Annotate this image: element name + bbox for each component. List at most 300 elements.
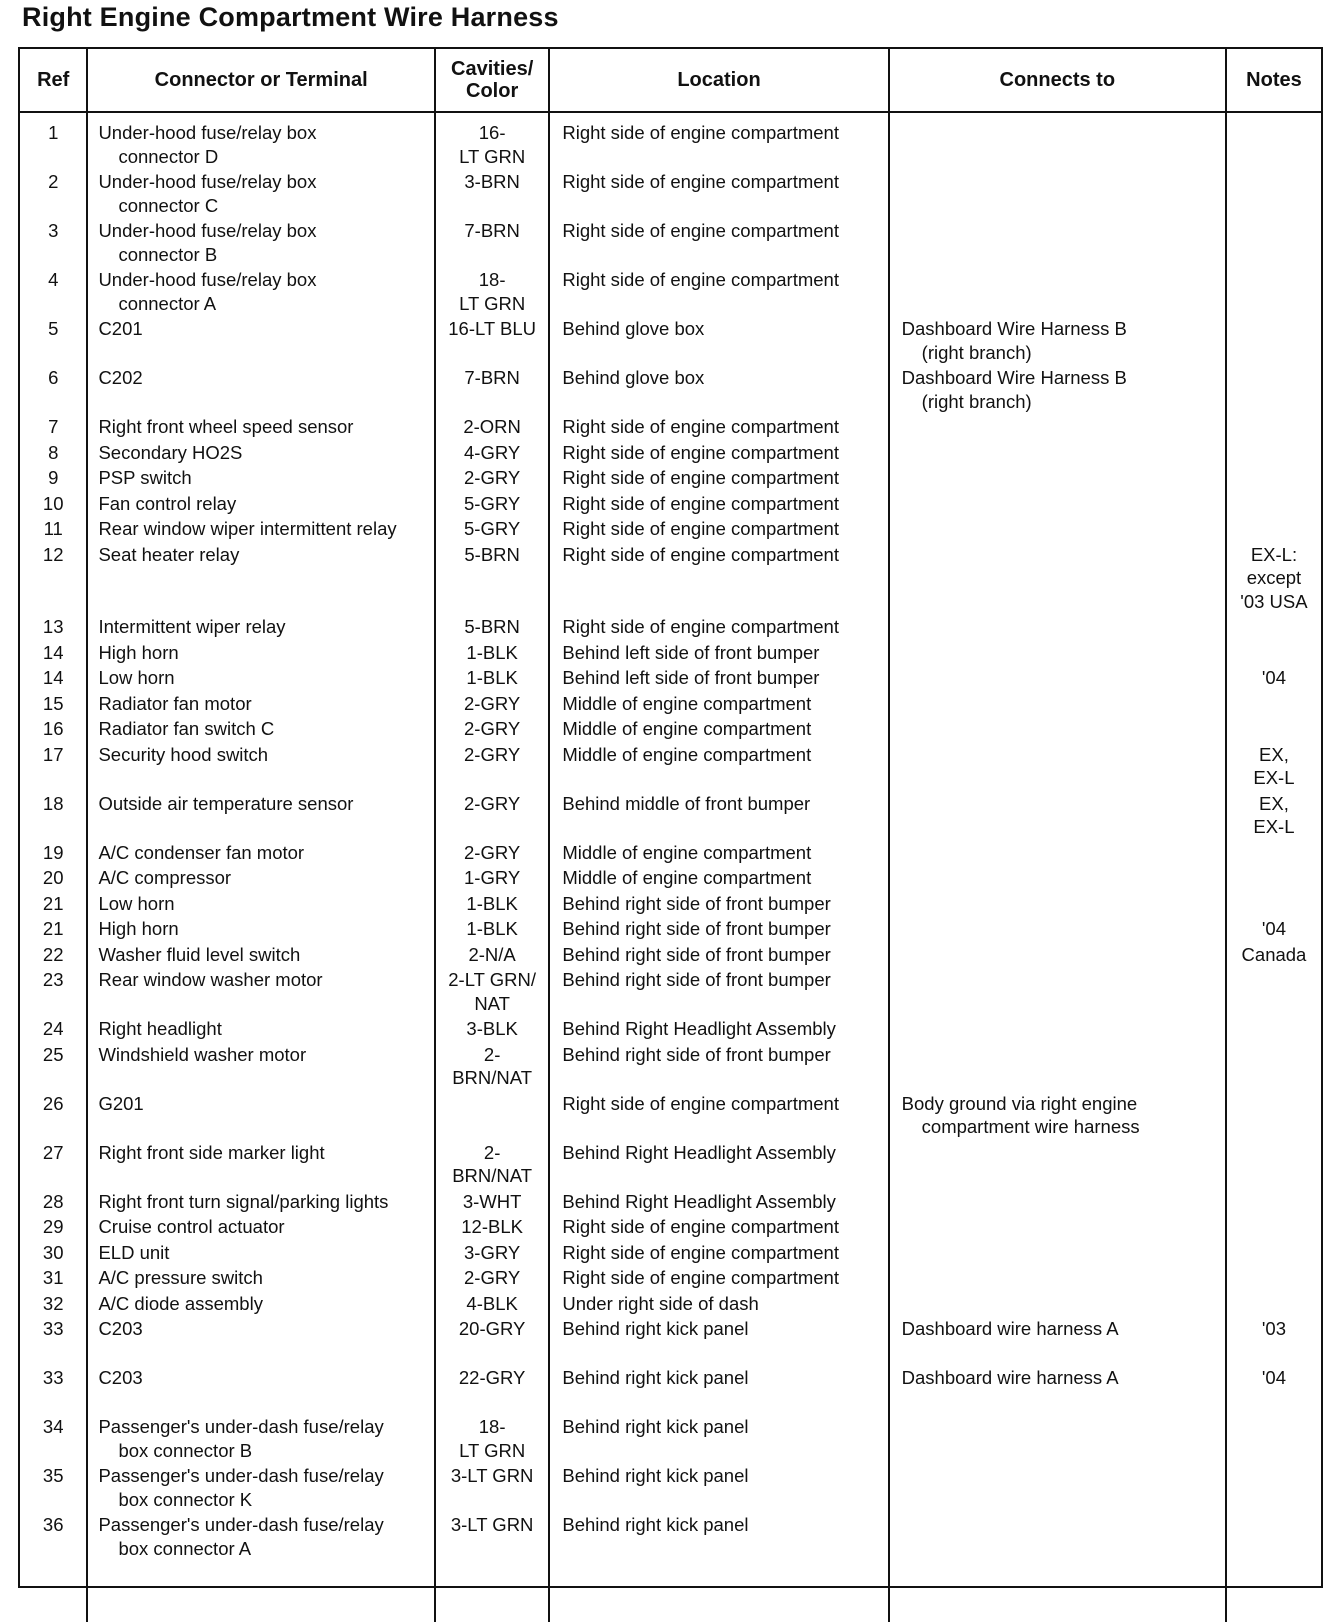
cell-notes bbox=[1226, 317, 1321, 366]
location-text: Behind right side of front bumper bbox=[562, 969, 831, 990]
cell-location bbox=[549, 1513, 888, 1562]
table-row bbox=[20, 1464, 1321, 1513]
connects-to-line: Dashboard Wire Harness B bbox=[901, 318, 1127, 339]
table-row bbox=[20, 415, 1321, 441]
connector-line: Under-hood fuse/relay box bbox=[98, 171, 317, 192]
cell-ref bbox=[20, 543, 87, 616]
location-text: Right side of engine compartment bbox=[562, 1092, 839, 1114]
connector-line: Low horn bbox=[98, 667, 175, 688]
cell-location bbox=[549, 841, 888, 867]
cell-ref bbox=[20, 743, 87, 792]
cell-ref bbox=[20, 1513, 87, 1562]
connects-to-line: compartment wire harness bbox=[921, 1116, 1140, 1137]
notes-line: EX, bbox=[1259, 743, 1289, 765]
connector-line: C202 bbox=[98, 367, 143, 388]
connector-line: Cruise control actuator bbox=[98, 1216, 285, 1237]
cell-connects-to bbox=[889, 968, 1226, 1017]
cell-notes bbox=[1226, 892, 1321, 918]
cell-connector bbox=[87, 543, 434, 616]
connector-line: box connector B bbox=[118, 1439, 253, 1461]
connector-line: Seat heater relay bbox=[98, 543, 240, 565]
cell-location bbox=[549, 892, 888, 918]
table-row bbox=[20, 492, 1321, 518]
column-header-ref: Ref bbox=[20, 49, 87, 112]
cell-notes bbox=[1226, 1141, 1321, 1190]
cell-connects-to bbox=[889, 1366, 1226, 1415]
notes-line: EX-L bbox=[1253, 767, 1295, 788]
cell-connects-to bbox=[889, 792, 1226, 841]
cell-notes bbox=[1226, 1215, 1321, 1241]
cell-connector bbox=[87, 1017, 434, 1043]
table-row bbox=[20, 366, 1321, 415]
cell-location bbox=[549, 441, 888, 467]
ref-number: 13 bbox=[42, 616, 64, 637]
table-row bbox=[20, 1266, 1321, 1292]
ref-number: 11 bbox=[43, 518, 63, 539]
cell-location bbox=[549, 968, 888, 1017]
notes-line: '03 USA bbox=[1240, 590, 1308, 612]
cell-connector bbox=[87, 1292, 434, 1318]
cell-connects-to bbox=[889, 112, 1226, 170]
cell-notes bbox=[1226, 1017, 1321, 1043]
cell-location bbox=[549, 943, 888, 969]
notes-line: '03 bbox=[1261, 1318, 1287, 1339]
connector-line: A/C diode assembly bbox=[98, 1292, 263, 1314]
ref-number: 22 bbox=[42, 943, 64, 965]
cell-connects-to bbox=[889, 666, 1226, 692]
column-header-notes: Notes bbox=[1226, 49, 1321, 112]
cavities-line: 2-GRY bbox=[464, 692, 521, 714]
cell-location bbox=[549, 743, 888, 792]
ref-number: 27 bbox=[42, 1141, 64, 1163]
cell-notes bbox=[1226, 1190, 1321, 1216]
cell-location bbox=[549, 615, 888, 641]
connector-line: G201 bbox=[98, 1092, 144, 1114]
cell-cavities bbox=[435, 1464, 549, 1513]
connector-line: Under-hood fuse/relay box bbox=[98, 269, 317, 290]
ref-number: 17 bbox=[42, 743, 64, 765]
ref-number: 5 bbox=[48, 318, 59, 339]
ref-number: 26 bbox=[42, 1092, 64, 1114]
cell-notes bbox=[1226, 517, 1321, 543]
cell-notes bbox=[1226, 1464, 1321, 1513]
ref-number: 2 bbox=[48, 171, 59, 192]
cavities-line: 16- bbox=[478, 122, 506, 143]
table-header-row bbox=[20, 49, 1321, 112]
cell-notes bbox=[1226, 1266, 1321, 1292]
connector-line: Security hood switch bbox=[98, 743, 269, 765]
cell-ref bbox=[20, 1292, 87, 1318]
cavities-line: 3-BRN bbox=[464, 171, 520, 192]
ref-number: 19 bbox=[42, 841, 64, 863]
location-text: Behind right side of front bumper bbox=[562, 918, 831, 939]
cell-location bbox=[549, 112, 888, 170]
filler-cell bbox=[1226, 1562, 1321, 1622]
cell-ref bbox=[20, 866, 87, 892]
cell-location bbox=[549, 1092, 888, 1141]
cell-cavities bbox=[435, 317, 549, 366]
cell-cavities bbox=[435, 717, 549, 743]
notes-line: Canada bbox=[1241, 943, 1307, 965]
cell-location bbox=[549, 1366, 888, 1415]
table-row bbox=[20, 743, 1321, 792]
ref-number: 4 bbox=[48, 269, 59, 290]
connector-line: PSP switch bbox=[98, 467, 192, 488]
cavities-line: 2-LT GRN/ bbox=[448, 969, 536, 990]
cell-cavities bbox=[435, 943, 549, 969]
cell-cavities bbox=[435, 1017, 549, 1043]
cell-connects-to bbox=[889, 1043, 1226, 1092]
connector-line: Under-hood fuse/relay box bbox=[98, 220, 317, 241]
harness-table-frame bbox=[18, 47, 1323, 1588]
ref-number: 14 bbox=[42, 641, 64, 663]
cell-ref bbox=[20, 441, 87, 467]
cell-connects-to bbox=[889, 1092, 1226, 1141]
table-row bbox=[20, 317, 1321, 366]
cell-cavities bbox=[435, 1190, 549, 1216]
cavities-line: 22-GRY bbox=[458, 1367, 526, 1388]
cell-ref bbox=[20, 219, 87, 268]
cell-notes bbox=[1226, 366, 1321, 415]
filler-cell bbox=[87, 1562, 434, 1622]
cell-ref bbox=[20, 1266, 87, 1292]
cell-connector bbox=[87, 415, 434, 441]
cell-connector bbox=[87, 170, 434, 219]
cell-ref bbox=[20, 1141, 87, 1190]
cell-connector bbox=[87, 1190, 434, 1216]
cell-ref bbox=[20, 792, 87, 841]
cavities-line: LT GRN bbox=[459, 145, 526, 167]
cell-connects-to bbox=[889, 1215, 1226, 1241]
table-row bbox=[20, 866, 1321, 892]
cell-cavities bbox=[435, 917, 549, 943]
cell-location bbox=[549, 641, 888, 667]
cell-ref bbox=[20, 692, 87, 718]
connector-line: C201 bbox=[98, 318, 143, 339]
cell-cavities bbox=[435, 268, 549, 317]
table-row bbox=[20, 1190, 1321, 1216]
cell-location bbox=[549, 170, 888, 219]
table-row bbox=[20, 1017, 1321, 1043]
cell-cavities bbox=[435, 1215, 549, 1241]
filler-cell bbox=[549, 1562, 888, 1622]
table-row bbox=[20, 1241, 1321, 1267]
cell-connector bbox=[87, 1464, 434, 1513]
cavities-line: 2-N/A bbox=[468, 943, 516, 965]
cavities-line: 3-WHT bbox=[462, 1190, 522, 1212]
table-row bbox=[20, 1415, 1321, 1464]
cell-ref bbox=[20, 892, 87, 918]
cell-ref bbox=[20, 1415, 87, 1464]
cell-notes bbox=[1226, 968, 1321, 1017]
cell-notes bbox=[1226, 917, 1321, 943]
cell-connects-to bbox=[889, 268, 1226, 317]
cell-location bbox=[549, 1266, 888, 1292]
cell-ref bbox=[20, 170, 87, 219]
cell-connects-to bbox=[889, 1317, 1226, 1366]
cell-cavities bbox=[435, 866, 549, 892]
connector-line: A/C condenser fan motor bbox=[98, 841, 305, 863]
cell-notes bbox=[1226, 866, 1321, 892]
cell-connects-to bbox=[889, 1190, 1226, 1216]
ref-number: 9 bbox=[48, 467, 59, 488]
connector-line: High horn bbox=[98, 918, 179, 939]
ref-number: 12 bbox=[42, 543, 64, 565]
cell-ref bbox=[20, 1017, 87, 1043]
ref-number: 20 bbox=[42, 867, 64, 888]
cavities-line: 3-GRY bbox=[464, 1241, 521, 1263]
cell-location bbox=[549, 717, 888, 743]
cell-ref bbox=[20, 466, 87, 492]
ref-number: 8 bbox=[48, 441, 59, 463]
table-row bbox=[20, 692, 1321, 718]
table-row bbox=[20, 943, 1321, 969]
cell-ref bbox=[20, 1241, 87, 1267]
location-text: Middle of engine compartment bbox=[562, 841, 812, 863]
cell-connector bbox=[87, 1241, 434, 1267]
ref-number: 15 bbox=[42, 692, 64, 714]
cavities-line: 1-BLK bbox=[466, 667, 518, 688]
cell-notes bbox=[1226, 1415, 1321, 1464]
cell-notes bbox=[1226, 666, 1321, 692]
cavities-line: LT GRN bbox=[459, 292, 526, 314]
connects-to-line: (right branch) bbox=[921, 390, 1032, 412]
cell-notes bbox=[1226, 268, 1321, 317]
location-text: Right side of engine compartment bbox=[562, 416, 839, 437]
ref-number: 24 bbox=[42, 1018, 64, 1039]
cell-notes bbox=[1226, 466, 1321, 492]
cell-ref bbox=[20, 1317, 87, 1366]
cell-cavities bbox=[435, 968, 549, 1017]
cell-connector bbox=[87, 1513, 434, 1562]
cell-notes bbox=[1226, 543, 1321, 616]
cell-cavities bbox=[435, 641, 549, 667]
cell-cavities bbox=[435, 666, 549, 692]
cavities-line: 2-GRY bbox=[464, 743, 521, 765]
ref-number: 1 bbox=[48, 122, 59, 143]
cell-cavities bbox=[435, 415, 549, 441]
cavities-line: 5-BRN bbox=[464, 616, 520, 637]
cavities-line: 3-LT GRN bbox=[450, 1514, 534, 1535]
table-body bbox=[20, 112, 1321, 1622]
cell-ref bbox=[20, 717, 87, 743]
connector-line: Passenger's under-dash fuse/relay bbox=[98, 1514, 384, 1535]
location-text: Behind left side of front bumper bbox=[562, 667, 820, 688]
cell-cavities bbox=[435, 466, 549, 492]
cell-connector bbox=[87, 692, 434, 718]
cell-connects-to bbox=[889, 366, 1226, 415]
cell-cavities bbox=[435, 841, 549, 867]
connector-line: Rear window wiper intermittent relay bbox=[98, 518, 397, 539]
cell-notes bbox=[1226, 943, 1321, 969]
cell-connector bbox=[87, 1415, 434, 1464]
cell-ref bbox=[20, 841, 87, 867]
cell-connects-to bbox=[889, 517, 1226, 543]
cell-cavities bbox=[435, 543, 549, 616]
location-text: Behind right kick panel bbox=[562, 1318, 749, 1339]
cell-ref bbox=[20, 641, 87, 667]
ref-number: 30 bbox=[42, 1241, 64, 1263]
cell-connector bbox=[87, 943, 434, 969]
cell-location bbox=[549, 366, 888, 415]
cell-connects-to bbox=[889, 441, 1226, 467]
cavities-line: 4-BLK bbox=[466, 1292, 518, 1314]
location-text: Right side of engine compartment bbox=[562, 616, 839, 637]
table-row bbox=[20, 441, 1321, 467]
cell-location bbox=[549, 415, 888, 441]
cell-ref bbox=[20, 1464, 87, 1513]
connects-to-line: Dashboard Wire Harness B bbox=[901, 367, 1127, 388]
cavities-line: 3-LT GRN bbox=[450, 1465, 534, 1486]
ref-number: 34 bbox=[42, 1416, 64, 1437]
cell-connects-to bbox=[889, 1266, 1226, 1292]
cell-cavities bbox=[435, 1241, 549, 1267]
cell-notes bbox=[1226, 692, 1321, 718]
connects-to-line: (right branch) bbox=[921, 341, 1032, 363]
column-header-location: Location bbox=[549, 49, 888, 112]
cell-location bbox=[549, 792, 888, 841]
cell-notes bbox=[1226, 441, 1321, 467]
location-text: Right side of engine compartment bbox=[562, 543, 839, 565]
connector-line: Right headlight bbox=[98, 1018, 222, 1039]
cavities-line: 18- bbox=[478, 269, 506, 290]
cell-connector bbox=[87, 892, 434, 918]
cavities-line: NAT bbox=[474, 992, 510, 1014]
cell-connector bbox=[87, 666, 434, 692]
cell-ref bbox=[20, 268, 87, 317]
ref-number: 18 bbox=[42, 792, 64, 814]
ref-number: 23 bbox=[42, 969, 64, 990]
connector-line: Windshield washer motor bbox=[98, 1043, 307, 1065]
cell-location bbox=[549, 268, 888, 317]
cell-location bbox=[549, 1415, 888, 1464]
cell-cavities bbox=[435, 1092, 549, 1141]
cell-location bbox=[549, 866, 888, 892]
table-row bbox=[20, 219, 1321, 268]
cell-cavities bbox=[435, 1415, 549, 1464]
connector-line: box connector A bbox=[118, 1537, 252, 1559]
cell-connector bbox=[87, 492, 434, 518]
page-title: Right Engine Compartment Wire Harness bbox=[22, 2, 559, 32]
cell-connector bbox=[87, 917, 434, 943]
table-row bbox=[20, 1141, 1321, 1190]
location-text: Behind middle of front bumper bbox=[562, 792, 811, 814]
cell-connector bbox=[87, 466, 434, 492]
location-text: Behind Right Headlight Assembly bbox=[562, 1190, 836, 1212]
cell-notes bbox=[1226, 112, 1321, 170]
connects-to-line: Body ground via right engine bbox=[901, 1092, 1138, 1114]
table-row bbox=[20, 1092, 1321, 1141]
cavities-line: 2-GRY bbox=[464, 718, 521, 739]
connector-line: connector A bbox=[118, 292, 217, 314]
location-text: Behind right kick panel bbox=[562, 1514, 749, 1535]
location-text: Behind right side of front bumper bbox=[562, 943, 831, 965]
connector-line: connector D bbox=[118, 145, 219, 167]
cell-cavities bbox=[435, 792, 549, 841]
connector-line: Passenger's under-dash fuse/relay bbox=[98, 1416, 384, 1437]
location-text: Right side of engine compartment bbox=[562, 1267, 839, 1288]
cavities-line: 5-BRN bbox=[464, 543, 520, 565]
location-text: Right side of engine compartment bbox=[562, 1241, 839, 1263]
notes-line: EX-L bbox=[1253, 816, 1295, 837]
cell-connector bbox=[87, 743, 434, 792]
cell-notes bbox=[1226, 1292, 1321, 1318]
cavities-line: 2-GRY bbox=[464, 1267, 521, 1288]
cell-cavities bbox=[435, 1141, 549, 1190]
cell-location bbox=[549, 1190, 888, 1216]
connects-to-line: Dashboard wire harness A bbox=[901, 1367, 1119, 1388]
cell-cavities bbox=[435, 112, 549, 170]
ref-number: 21 bbox=[42, 892, 64, 914]
cell-location bbox=[549, 1141, 888, 1190]
connector-line: Fan control relay bbox=[98, 492, 237, 514]
cell-connects-to bbox=[889, 841, 1226, 867]
cell-connects-to bbox=[889, 1464, 1226, 1513]
connector-line: Outside air temperature sensor bbox=[98, 792, 354, 814]
cell-notes bbox=[1226, 1043, 1321, 1092]
cell-connector bbox=[87, 517, 434, 543]
cell-connects-to bbox=[889, 543, 1226, 616]
connector-line: connector B bbox=[118, 243, 218, 265]
cell-notes bbox=[1226, 170, 1321, 219]
cell-connects-to bbox=[889, 1241, 1226, 1267]
ref-number: 25 bbox=[42, 1043, 64, 1065]
table-row bbox=[20, 1366, 1321, 1415]
cell-notes bbox=[1226, 743, 1321, 792]
table-row bbox=[20, 792, 1321, 841]
connector-line: A/C compressor bbox=[98, 867, 232, 888]
cell-location bbox=[549, 1464, 888, 1513]
cell-location bbox=[549, 917, 888, 943]
ref-number: 7 bbox=[48, 416, 59, 437]
table-row bbox=[20, 1215, 1321, 1241]
cell-connects-to bbox=[889, 170, 1226, 219]
cell-location bbox=[549, 1017, 888, 1043]
connector-line: A/C pressure switch bbox=[98, 1267, 263, 1288]
cell-ref bbox=[20, 415, 87, 441]
cavities-line: 20-GRY bbox=[458, 1318, 526, 1339]
cavities-line: 7-BRN bbox=[464, 220, 520, 241]
cell-location bbox=[549, 666, 888, 692]
cell-connector bbox=[87, 366, 434, 415]
location-text: Right side of engine compartment bbox=[562, 220, 839, 241]
cell-cavities bbox=[435, 219, 549, 268]
cell-cavities bbox=[435, 1266, 549, 1292]
location-text: Middle of engine compartment bbox=[562, 867, 812, 888]
cell-cavities bbox=[435, 170, 549, 219]
cell-connector bbox=[87, 1266, 434, 1292]
cell-cavities bbox=[435, 892, 549, 918]
table-row bbox=[20, 1317, 1321, 1366]
location-text: Middle of engine compartment bbox=[562, 718, 812, 739]
cell-ref bbox=[20, 317, 87, 366]
cavities-line: 2-GRY bbox=[464, 841, 521, 863]
ref-number: 28 bbox=[42, 1190, 64, 1212]
ref-number: 33 bbox=[42, 1318, 64, 1339]
connector-line: Washer fluid level switch bbox=[98, 943, 301, 965]
table-row bbox=[20, 268, 1321, 317]
column-header-connector: Connector or Terminal bbox=[87, 49, 434, 112]
cell-ref bbox=[20, 366, 87, 415]
table-row bbox=[20, 112, 1321, 170]
connects-to-line: Dashboard wire harness A bbox=[901, 1318, 1119, 1339]
connector-line: connector C bbox=[118, 194, 219, 216]
cavities-line: LT GRN bbox=[459, 1439, 526, 1461]
connector-line: Right front side marker light bbox=[98, 1141, 325, 1163]
cavities-line: 1-BLK bbox=[466, 918, 518, 939]
table-row bbox=[20, 517, 1321, 543]
cell-connects-to bbox=[889, 1513, 1226, 1562]
